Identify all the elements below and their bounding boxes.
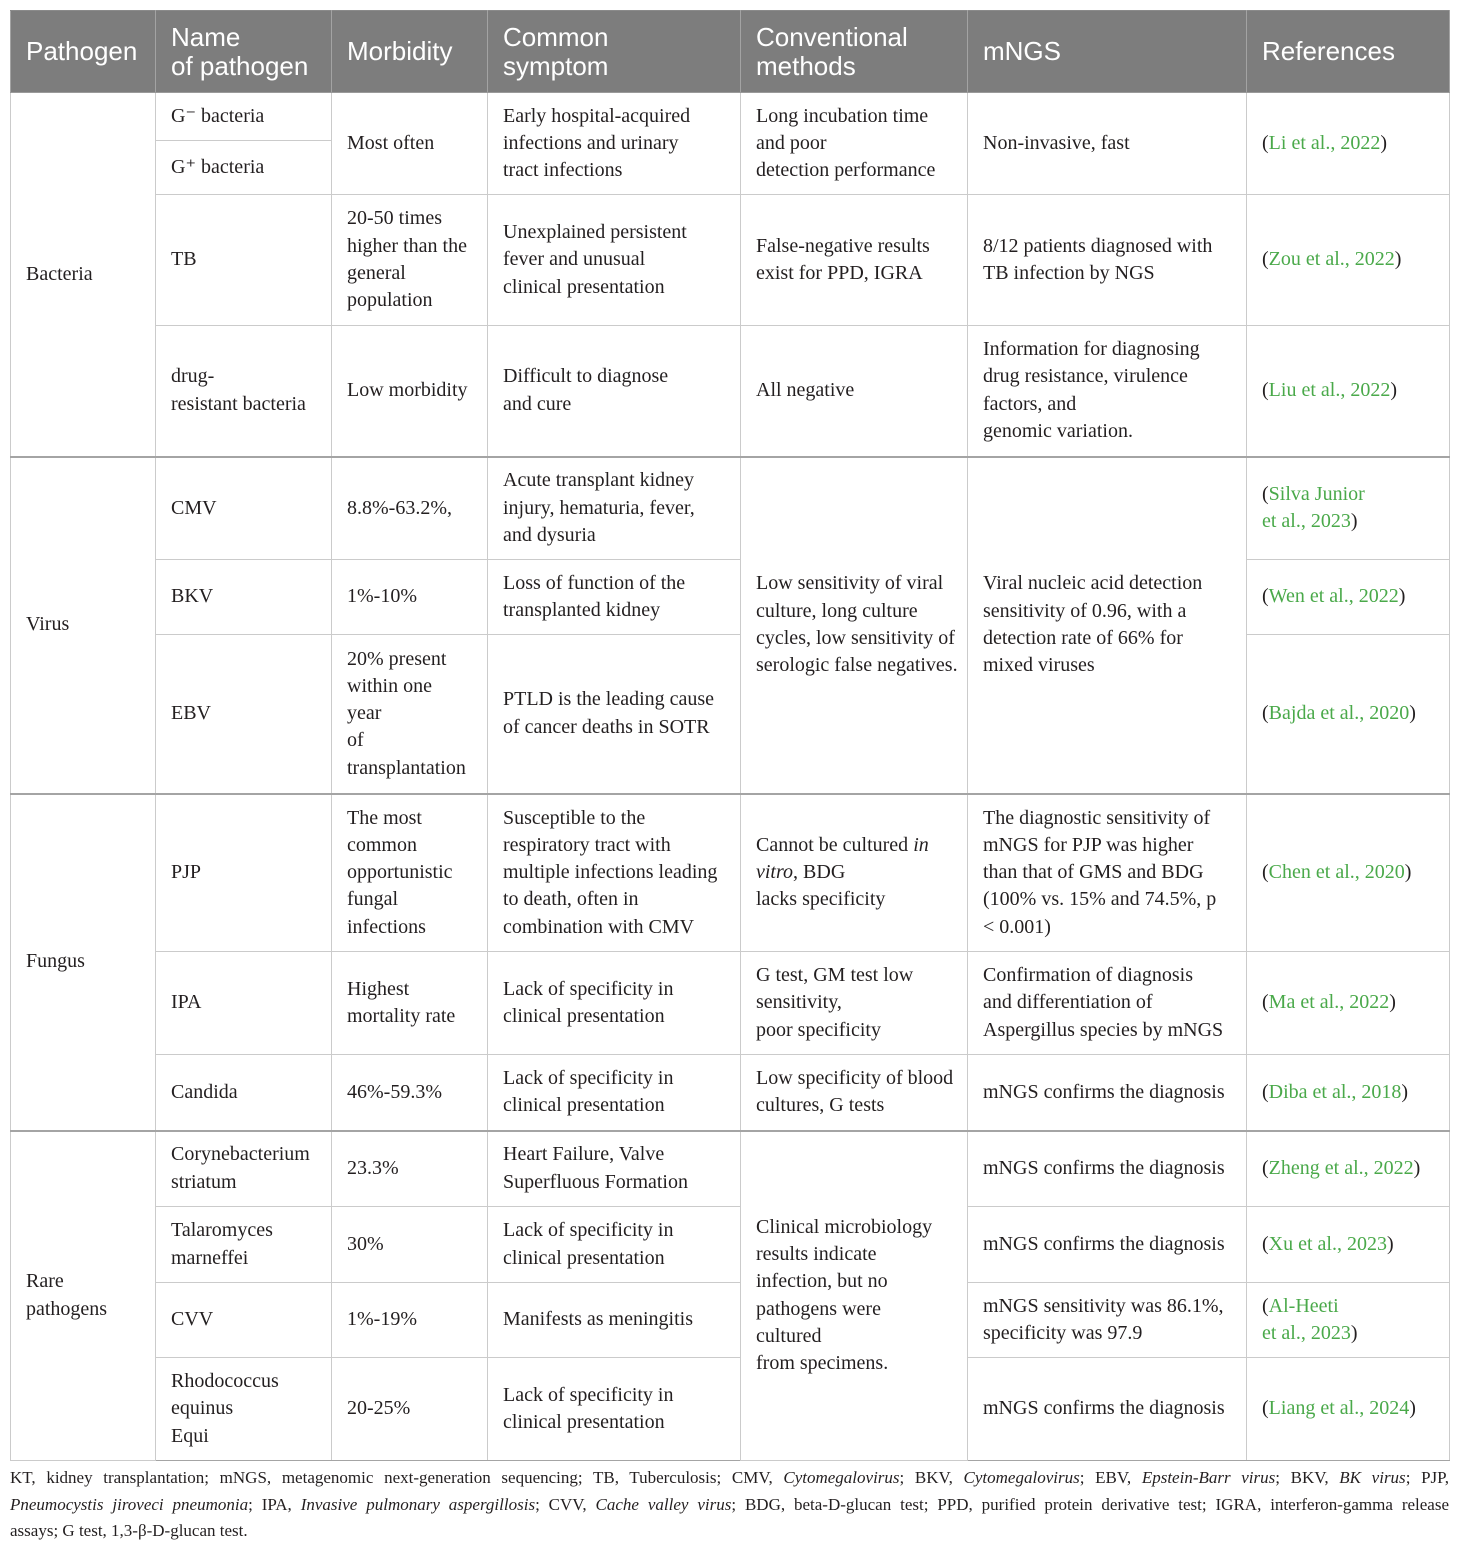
pathogen-comparison-table xyxy=(10,10,1450,1461)
header-references: References xyxy=(1247,11,1450,93)
footnote-line xyxy=(10,1492,1449,1519)
mngs-cell: The diagnostic sensitivity of mNGS for PJP was higher than that of GMS and BDG (100% vs. 15% and 74.5%, p < 0.001) xyxy=(968,794,1247,952)
footnote-italic-term: Cytomegalovirus xyxy=(963,1468,1080,1487)
pathogen-name-cell: TB xyxy=(156,195,332,326)
footnote-line xyxy=(10,1518,1449,1545)
symptom-cell: Loss of function of the transplanted kidney xyxy=(488,560,741,635)
pathogen-name-cell: drug- resistant bacteria xyxy=(156,326,332,457)
mngs-cell: mNGS sensitivity was 86.1%, specificity was 97.9 xyxy=(968,1283,1247,1358)
mngs-cell: Information for diagnosing drug resistance, virulence factors, and genomic variation. xyxy=(968,326,1247,457)
reference-cell xyxy=(1247,635,1450,794)
reference-citation-link[interactable]: Chen et al., 2020 xyxy=(1268,861,1405,884)
reference-close-paren: ) xyxy=(1409,1397,1416,1420)
symptom-cell: Acute transplant kidney injury, hematuria, fever, and dysuria xyxy=(488,457,741,560)
morbidity-cell: 46%-59.3% xyxy=(332,1055,488,1131)
pathogen-name-cell: EBV xyxy=(156,635,332,794)
conventional-methods-cell: Clinical microbiology results indicate infection, but no pathogens were cultured from specimens. xyxy=(741,1131,968,1461)
pathogen-group-cell: Fungus xyxy=(11,794,156,1131)
reference-citation-link[interactable]: Al-Heeti et al., 2023 xyxy=(1262,1294,1351,1344)
reference-citation-link[interactable]: Liu et al., 2022 xyxy=(1268,379,1391,402)
reference-open-paren: ( xyxy=(1262,1157,1269,1180)
morbidity-cell: The most common opportunistic fungal infections xyxy=(332,794,488,952)
table-row xyxy=(11,1283,1450,1358)
footnote-text: ; EBV, xyxy=(1079,1468,1142,1487)
conventional-methods-cell: G test, GM test low sensitivity, poor specificity xyxy=(741,952,968,1055)
conventional-methods-cell: Long incubation time and poor detection performance xyxy=(741,93,968,195)
reference-open-paren: ( xyxy=(1262,131,1269,154)
reference-open-paren: ( xyxy=(1262,248,1269,271)
footnote-text: KT, kidney transplantation; mNGS, metagenomic next-generation sequencing; TB, Tuberculosis; CMV, xyxy=(10,1468,784,1487)
footnote-italic-term: Invasive pulmonary aspergillosis xyxy=(300,1494,536,1514)
symptom-cell: Lack of specificity in clinical presentation xyxy=(488,1055,741,1131)
reference-close-paren: ) xyxy=(1390,379,1397,402)
footnote-italic-term: Epstein-Barr virus xyxy=(1141,1468,1276,1487)
header-row xyxy=(11,11,1450,93)
conventional-italic-term: in vitro xyxy=(756,833,929,884)
mngs-cell: 8/12 patients diagnosed with TB infection by NGS xyxy=(968,195,1247,326)
reference-cell xyxy=(1247,560,1450,635)
table-row xyxy=(11,1131,1450,1207)
reference-cell xyxy=(1247,457,1450,560)
morbidity-cell: 8.8%-63.2%, xyxy=(332,457,488,560)
morbidity-cell: 30% xyxy=(332,1207,488,1283)
morbidity-cell: 20-25% xyxy=(332,1358,488,1461)
reference-cell xyxy=(1247,195,1450,326)
mngs-cell: Viral nucleic acid detection sensitivity of 0.96, with a detection rate of 66% for mixed viruses xyxy=(968,457,1247,794)
pathogen-group-cell: Rare pathogens xyxy=(11,1131,156,1461)
table-row xyxy=(11,195,1450,326)
reference-citation-link[interactable]: Zheng et al., 2022 xyxy=(1268,1157,1414,1180)
reference-close-paren: ) xyxy=(1404,861,1412,884)
table-row xyxy=(11,1207,1450,1283)
morbidity-cell: 1%-19% xyxy=(332,1283,488,1358)
symptom-cell: Lack of specificity in clinical presentation xyxy=(488,1207,741,1283)
reference-cell xyxy=(1247,1131,1450,1207)
reference-open-paren: ( xyxy=(1262,1294,1269,1317)
reference-close-paren: ) xyxy=(1413,1157,1421,1180)
morbidity-cell: Highest mortality rate xyxy=(332,952,488,1055)
footnote-text: ; BKV, xyxy=(899,1468,964,1487)
reference-open-paren: ( xyxy=(1262,379,1269,402)
pathogen-name-cell: PJP xyxy=(156,794,332,952)
footnote-text: ; CVV, xyxy=(535,1494,596,1514)
pathogen-name-cell: Talaromyces marneffei xyxy=(156,1207,332,1283)
pathogen-name-cell: Candida xyxy=(156,1055,332,1131)
reference-open-paren: ( xyxy=(1262,585,1269,608)
footnote-italic-term: BK virus xyxy=(1339,1468,1406,1487)
reference-citation-link[interactable]: Wen et al., 2022 xyxy=(1268,585,1399,608)
morbidity-cell: 1%-10% xyxy=(332,560,488,635)
mngs-cell: mNGS confirms the diagnosis xyxy=(968,1055,1247,1131)
reference-citation-link[interactable]: Xu et al., 2023 xyxy=(1268,1232,1387,1255)
footnote-text: ; PJP, xyxy=(1405,1468,1449,1487)
pathogen-name-cell: IPA xyxy=(156,952,332,1055)
reference-close-paren: ) xyxy=(1350,510,1358,533)
footnote-text: ; BKV, xyxy=(1275,1468,1340,1487)
footnote-italic-term: Pneumocystis jiroveci pneumonia xyxy=(10,1494,249,1514)
header-mngs: mNGS xyxy=(968,11,1247,93)
pathogen-name-cell: Rhodococcus equinus Equi xyxy=(156,1358,332,1461)
reference-open-paren: ( xyxy=(1262,991,1269,1014)
table-row xyxy=(11,93,1450,141)
conventional-text: Cannot be cultured xyxy=(756,833,914,856)
pathogen-name-cell: CMV xyxy=(156,457,332,560)
reference-citation-link[interactable]: Bajda et al., 2020 xyxy=(1268,702,1410,725)
table-header xyxy=(11,11,1450,93)
symptom-cell: Early hospital-acquired infections and urinary tract infections xyxy=(488,93,741,195)
conventional-methods-cell: All negative xyxy=(741,326,968,457)
table-body xyxy=(11,93,1450,1461)
mngs-cell: Non-invasive, fast xyxy=(968,93,1247,195)
symptom-cell: PTLD is the leading cause of cancer deaths in SOTR xyxy=(488,635,741,794)
reference-citation-link[interactable]: Zou et al., 2022 xyxy=(1268,248,1395,271)
table-row xyxy=(11,1358,1450,1461)
pathogen-name-cell: G⁻ bacteria xyxy=(156,93,332,141)
conventional-methods-cell: False-negative results exist for PPD, IGRA xyxy=(741,195,968,326)
conventional-methods-cell: Low sensitivity of viral culture, long culture cycles, low sensitivity of serologic false negatives. xyxy=(741,457,968,794)
table-row xyxy=(11,457,1450,560)
footnote-text: ; BDG, beta-D-glucan test; PPD, purified protein derivative test; IGRA, interferon-gamma release xyxy=(731,1494,1450,1514)
footnote-text: assays; G test, 1,3-β-D-glucan test. xyxy=(10,1521,248,1540)
reference-close-paren: ) xyxy=(1401,1080,1409,1103)
reference-close-paren: ) xyxy=(1398,585,1406,608)
mngs-cell: mNGS confirms the diagnosis xyxy=(968,1358,1247,1461)
pathogen-group-cell: Bacteria xyxy=(11,93,156,457)
reference-citation-link[interactable]: Ma et al., 2022 xyxy=(1268,991,1390,1014)
reference-close-paren: ) xyxy=(1386,1232,1394,1255)
reference-citation-link[interactable]: Liang et al., 2024 xyxy=(1268,1397,1410,1420)
reference-citation-link[interactable]: Silva Junior et al., 2023 xyxy=(1262,482,1365,533)
reference-close-paren: ) xyxy=(1380,131,1387,154)
footnote-line xyxy=(10,1465,1449,1492)
symptom-cell: Heart Failure, Valve Superfluous Formation xyxy=(488,1131,741,1207)
reference-open-paren: ( xyxy=(1262,1080,1269,1103)
conventional-methods-cell: Low specificity of blood cultures, G tests xyxy=(741,1055,968,1131)
reference-cell xyxy=(1247,1358,1450,1461)
reference-close-paren: ) xyxy=(1389,991,1396,1014)
header-conventional-methods: Conventional methods xyxy=(741,11,968,93)
pathogen-name-cell: G⁺ bacteria xyxy=(156,141,332,195)
pathogen-name-cell: BKV xyxy=(156,560,332,635)
symptom-cell: Manifests as meningitis xyxy=(488,1283,741,1358)
header-morbidity: Morbidity xyxy=(332,11,488,93)
pathogen-name-cell: Corynebacterium striatum xyxy=(156,1131,332,1207)
footnote-italic-term: Cache valley virus xyxy=(595,1494,732,1514)
reference-close-paren: ) xyxy=(1409,702,1416,725)
mngs-cell: Confirmation of diagnosis and differentiation of Aspergillus species by mNGS xyxy=(968,952,1247,1055)
morbidity-cell: Most often xyxy=(332,93,488,195)
morbidity-cell: 23.3% xyxy=(332,1131,488,1207)
reference-cell xyxy=(1247,952,1450,1055)
symptom-cell: Unexplained persistent fever and unusual clinical presentation xyxy=(488,195,741,326)
morbidity-cell: Low morbidity xyxy=(332,326,488,457)
table-row xyxy=(11,794,1450,952)
pathogen-group-cell: Virus xyxy=(11,457,156,794)
reference-open-paren: ( xyxy=(1262,1397,1269,1420)
conventional-methods-cell xyxy=(741,794,968,952)
reference-open-paren: ( xyxy=(1262,482,1269,505)
reference-cell xyxy=(1247,93,1450,195)
symptom-cell: Lack of specificity in clinical presentation xyxy=(488,952,741,1055)
reference-open-paren: ( xyxy=(1262,702,1269,725)
reference-citation-link[interactable]: Diba et al., 2018 xyxy=(1268,1080,1402,1103)
morbidity-cell: 20-50 times higher than the general population xyxy=(332,195,488,326)
header-name-of-pathogen: Name of pathogen xyxy=(156,11,332,93)
reference-cell xyxy=(1247,326,1450,457)
table-row xyxy=(11,952,1450,1055)
header-common-symptom: Common symptom xyxy=(488,11,741,93)
reference-cell xyxy=(1247,794,1450,952)
footnote-text: ; IPA, xyxy=(248,1494,301,1514)
pathogen-name-cell: CVV xyxy=(156,1283,332,1358)
symptom-cell: Susceptible to the respiratory tract with multiple infections leading to death, often in combination with CMV xyxy=(488,794,741,952)
symptom-cell: Difficult to diagnose and cure xyxy=(488,326,741,457)
symptom-cell: Lack of specificity in clinical presentation xyxy=(488,1358,741,1461)
reference-close-paren: ) xyxy=(1350,1322,1358,1344)
mngs-cell: mNGS confirms the diagnosis xyxy=(968,1131,1247,1207)
table-row xyxy=(11,1055,1450,1131)
table-footnote xyxy=(10,1465,1449,1545)
mngs-cell: mNGS confirms the diagnosis xyxy=(968,1207,1247,1283)
footnote-italic-term: Cytomegalovirus xyxy=(783,1468,900,1487)
morbidity-cell: 20% present within one year of transplantation xyxy=(332,635,488,794)
reference-open-paren: ( xyxy=(1262,1232,1269,1255)
reference-cell xyxy=(1247,1207,1450,1283)
reference-cell xyxy=(1247,1055,1450,1131)
conventional-text: , BDG lacks specificity xyxy=(756,861,886,911)
reference-close-paren: ) xyxy=(1394,248,1402,271)
table-row xyxy=(11,326,1450,457)
header-pathogen: Pathogen xyxy=(11,11,156,93)
reference-cell xyxy=(1247,1283,1450,1358)
reference-open-paren: ( xyxy=(1262,861,1269,884)
reference-citation-link[interactable]: Li et al., 2022 xyxy=(1268,131,1381,154)
